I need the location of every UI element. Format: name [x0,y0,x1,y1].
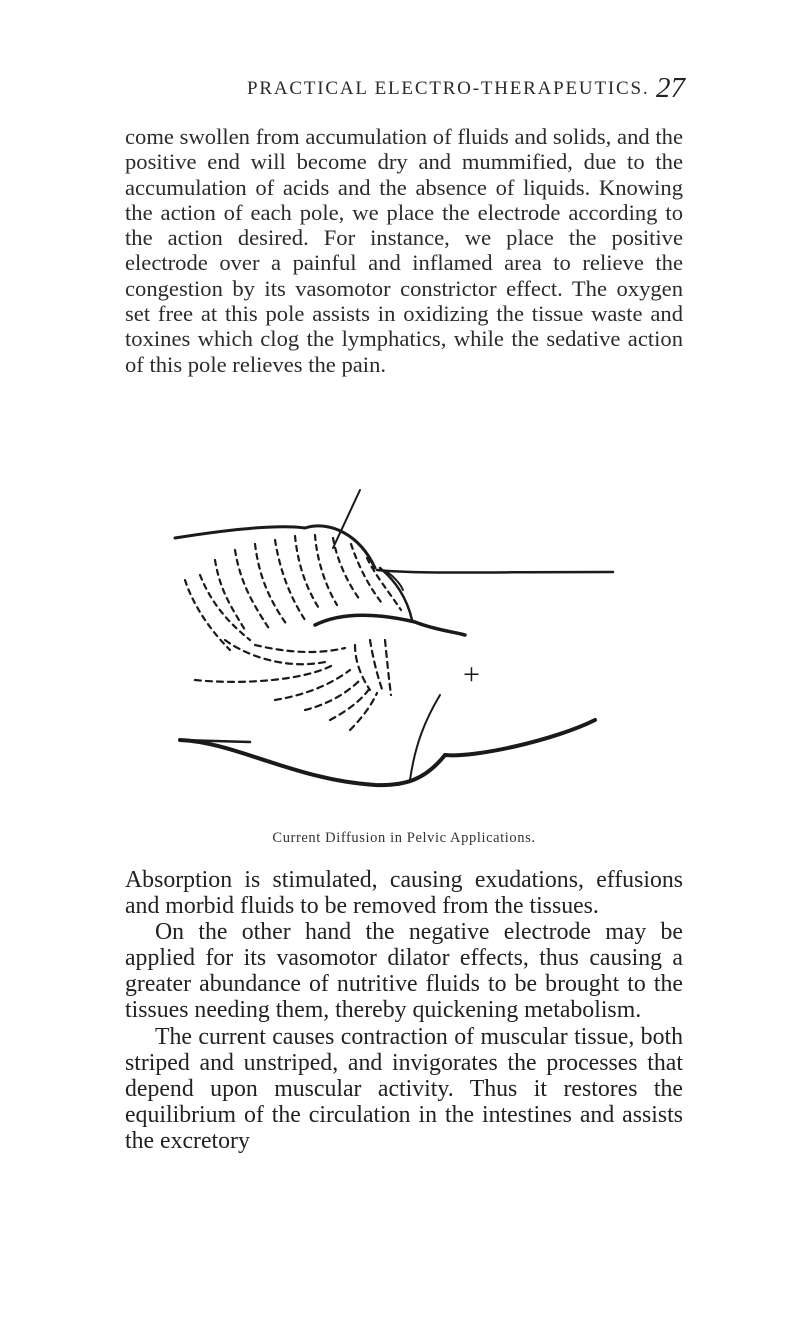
figure-current-diffusion [155,480,635,830]
upper-arc-2 [387,572,403,590]
plus-sign: + [463,658,480,691]
figure-caption: Current Diffusion in Pelvic Applications. [272,830,536,846]
page-number: 27 [656,72,685,104]
paragraph-4: The current causes contraction of muscular tissue, both striped and unstriped, and invigorates the processes that depend upon muscular activity. Thus it restores the equilibrium of the circulation in the intestines and assists the excretory [125,1023,683,1154]
paragraph-2: Absorption is stimulated, causing exudations, effusions and morbid fluids to be removed from the tissues. [125,867,683,920]
paragraph-3: On the other hand the negative electrode may be applied for its vasomotor dilator effects, thus causing a greater abundance of nutritive fluids to be brought to the tissues needing them, thereby quickening metabolism. [125,919,683,1024]
body-text-top [125,124,683,377]
paragraph-1: come swollen from accumulation of fluids and solids, and the positive end will become dry and mummified, due to the accumulation of acids and the absence of liquids. Knowing the action of each pole, we place the electrode according to the action desired. For instance, we place the positive electrode over a painful and inflamed area to relieve the congestion by its vasomotor constrictor effect. The oxygen set free at this pole assists in oxidizing the tissue waste and toxines which clog the lymphatics, while the sedative action of this pole relieves the pain. [125,124,683,377]
current-lines-bottom [195,640,391,730]
current-diffusion-diagram [155,480,635,830]
page-header [125,72,685,108]
current-lines-top [185,535,401,650]
body-text-bottom [125,867,683,1154]
running-head: PRACTICAL ELECTRO-THERAPEUTICS. [247,78,650,99]
upper-right-line [377,570,613,573]
upper-arc-1 [380,568,412,620]
bottom-curve [180,720,595,785]
lower-electrode-outline [315,615,465,635]
upper-left-outline [175,526,375,568]
